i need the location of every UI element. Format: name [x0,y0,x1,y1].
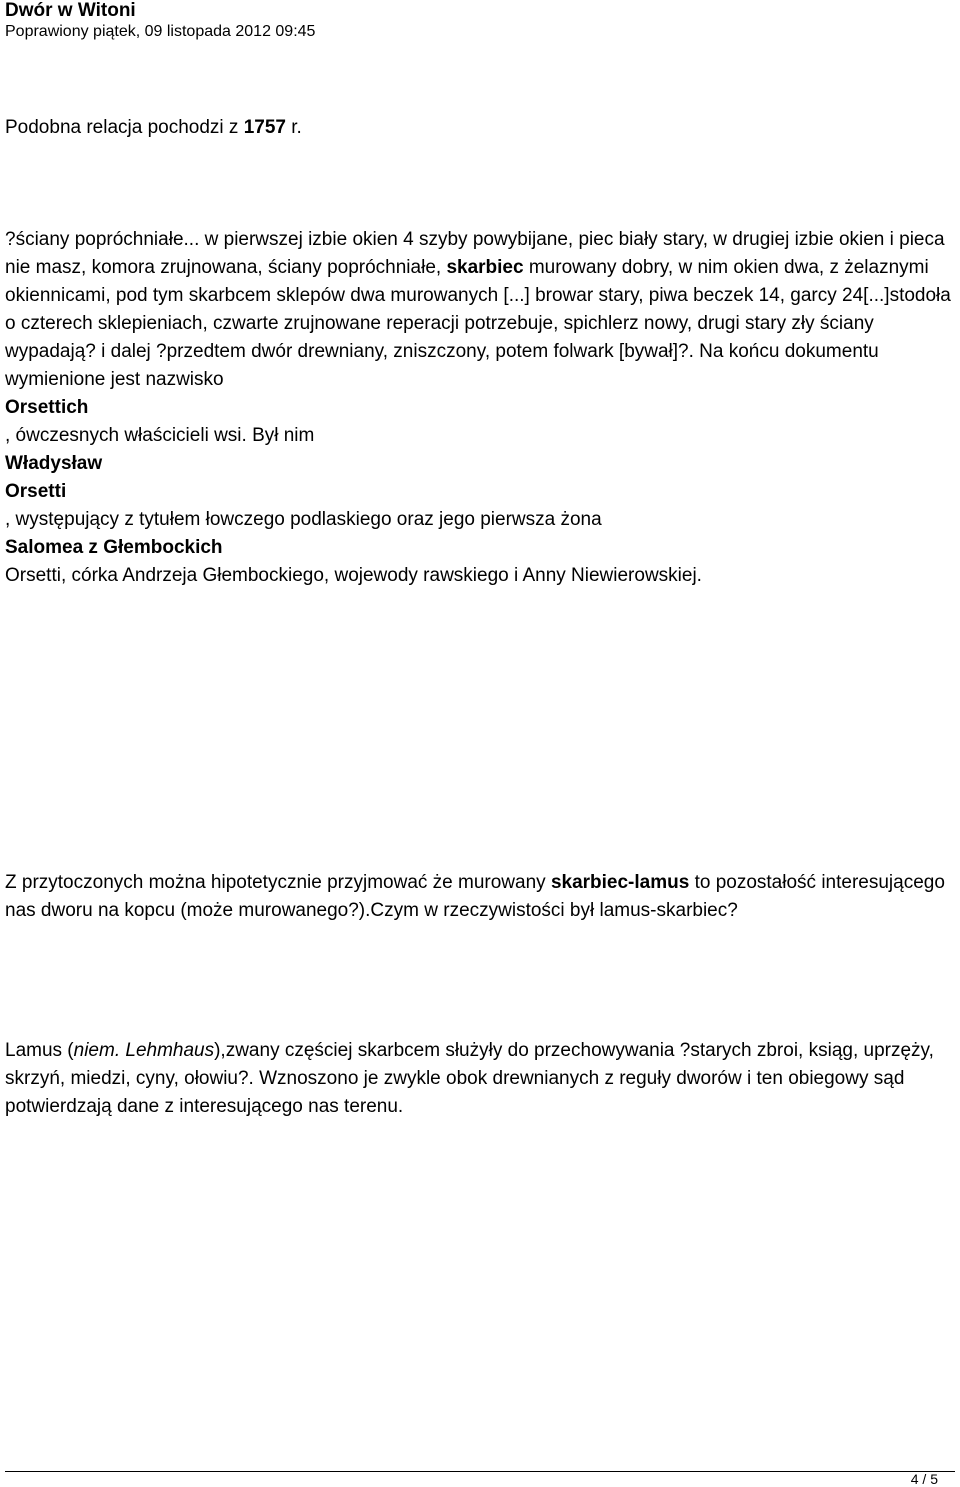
document-header [5,0,955,42]
document-modified-date: Poprawiony piątek, 09 listopada 2012 09:45 [5,23,316,40]
name-orsettich: Orsettich [5,397,89,418]
lamus-paragraph [5,1037,957,1121]
footer-divider [5,1471,955,1472]
quote-skarbiec: skarbiec [446,257,524,278]
intro-suffix: r. [286,117,302,138]
intro-text: Podobna relacja pochodzi z [5,117,244,138]
quote-text-part2: murowany dobry, w nim okien dwa, z żelaznymi okiennicami, pod tym skarbcem sklepów dwa murowanych [...] browar stary, piwa beczek 14, garcy 24[...]stodoła o czterech sklepieniach, czwarte zrujnowane reperacji potrzebuje, spichlerz nowy, drugi stary zły ściany wypadają? i dalej ?przedtem dwór drewniany, zniszczony, potem folwark [bywał]?. Na końcu dokumentu wymienione jest nazwisko [5,257,951,390]
lamus-italic: niem. Lehmhaus [73,1040,215,1061]
quote-line-title: , występujący z tytułem łowczego podlaskiego oraz jego pierwsza żona [5,509,602,530]
quote-line-owners: , ówczesnych właścicieli wsi. Był nim [5,425,315,446]
hypothesis-part1: Z przytoczonych można hipotetycznie przyjmować że murowany [5,872,551,893]
lamus-part2: ),zwany częściej skarbcem służyły do przechowywania ?starych zbroi, ksiąg, uprzęży, skrzyń, miedzi, cyny, ołowiu?. Wznoszono je zwykle obok drewnianych z reguły dworów i ten obiegowy sąd potwierdzają dane z interesującego nas terenu. [5,1040,934,1117]
intro-year: 1757 [243,117,286,138]
name-wladyslaw: Władysław [5,453,103,474]
quote-paragraph [5,226,957,590]
lamus-part1: Lamus ( [5,1040,74,1061]
hypothesis-paragraph [5,869,957,925]
name-orsetti: Orsetti [5,481,67,502]
name-salomea: Salomea z Głembockich [5,537,223,558]
hypothesis-part2: to pozostałość interesującego nas dworu na kopcu (może murowanego?).Czym w rzeczywistości był lamus-skarbiec? [5,872,945,921]
hypothesis-bold: skarbiec-lamus [550,872,690,893]
page-number: 4 / 5 [910,1471,938,1487]
intro-paragraph [5,114,957,142]
quote-text-part1: ?ściany popróchniałe... w pierwszej izbie okien 4 szyby powybijane, piec biały stary, w drugiej izbie okien i pieca nie masz, komora zrujnowana, ściany popróchniałe, [5,229,945,278]
quote-line-final: Orsetti, córka Andrzeja Głembockiego, wojewody rawskiego i Anny Niewierowskiej. [5,565,702,586]
document-title: Dwór w Witoni [5,0,136,21]
